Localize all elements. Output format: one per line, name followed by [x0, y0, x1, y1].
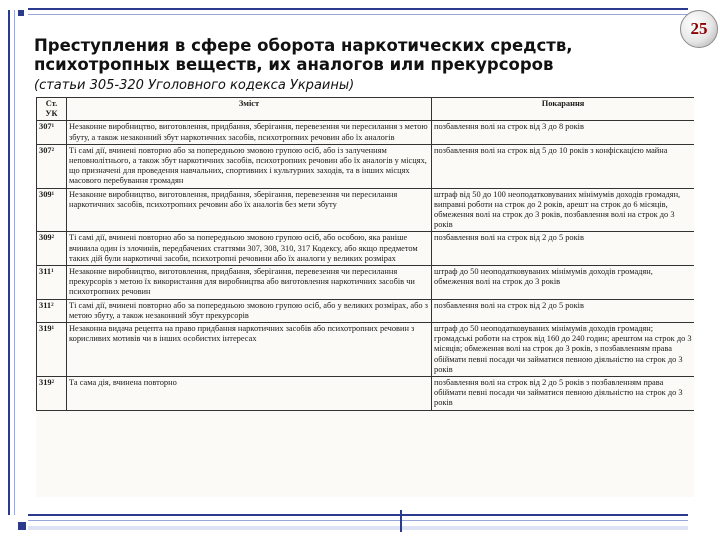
content-cell: Ті самі дії, вчинені повторно або за попередньою змовою групою осіб, або із залученням неповнолітнього, а також збут наркотичних засобів, психотропних речовин або їх аналогів у місцях, що призначені для проведення навчальних, спортивних і культурних заходів, та в інших місцях масового перебування громадян: [67, 144, 432, 188]
header-article: Ст. УК: [37, 98, 67, 121]
bottom-frame-line: [28, 514, 688, 516]
content-cell: Ті самі дії, вчинені повторно або за попередньою змовою групою осіб, або у великих розмірах, або з метою збуту, а також незаконний збут прекурсорів: [67, 299, 432, 322]
penalty-cell: штраф до 50 неоподатковуваних мінімумів доходів громадян, обмеження волі на строк до 3 років: [432, 266, 695, 300]
article-cell: 319¹: [37, 323, 67, 377]
header-penalty: Покарання: [432, 98, 695, 121]
table-row: [37, 323, 695, 377]
penalty-cell: позбавлення волі на строк від 2 до 5 років: [432, 232, 695, 266]
corner-square: [18, 10, 24, 16]
penalty-cell: позбавлення волі на строк від 5 до 10 років з конфіскацією майна: [432, 144, 695, 188]
penalty-cell: штраф від 50 до 100 неоподатковуваних мінімумів доходів громадян, виправні роботи на строк до 2 років, арешт на строк до 6 місяців, обмеження волі на строк до 3 років, позбавлення волі на строк до 3 років: [432, 188, 695, 232]
content-cell: Ті самі дії, вчинені повторно або за попередньою змовою групою осіб, або особою, яка раніше вчинила один із злочинів, передбачених статтями 307, 308, 310, 317 Кодексу, або якщо предметом таких дій були наркотичні засоби, психотропні речовини або їх аналоги у великих розмірах: [67, 232, 432, 266]
penalty-cell: позбавлення волі на строк від 2 до 5 років з позбавленням права обіймати певні посади чи займатися певною діяльністю на строк до 3 років: [432, 377, 695, 411]
content-cell: Незаконне виробництво, виготовлення, придбання, зберігання, перевезення чи пересилання з метою збуту, а також незаконний збут наркотичних засобів, психотропних речовин або їх аналогів: [67, 121, 432, 144]
penalties-table: [36, 97, 694, 411]
article-cell: 309²: [37, 232, 67, 266]
left-frame-decoration: [0, 0, 24, 540]
article-cell: 319²: [37, 377, 67, 411]
article-cell: 311¹: [37, 266, 67, 300]
content-cell: Незаконне виробництво, виготовлення, придбання, зберігання, перевезення чи пересилання прекурсорів з метою їх використання для виробництва або виготовлення наркотичних засобів чи психотропних речовин: [67, 266, 432, 300]
table-row: [37, 188, 695, 232]
penalty-cell: штраф до 50 неоподатковуваних мінімумів доходів громадян; громадські роботи на строк від 160 до 240 годин; арештом на строк до 3 місяців; обмеження волі на строк до 3 років, з позбавленням права обіймати певні посади чи займатися певною діяльністю на строк до 3 років: [432, 323, 695, 377]
table-row: [37, 299, 695, 322]
scanned-table-area: [36, 97, 694, 497]
bottom-frame-line-thin: [28, 520, 688, 521]
table-row: [37, 144, 695, 188]
penalty-cell: позбавлення волі на строк від 3 до 8 років: [432, 121, 695, 144]
top-frame-decoration: [0, 0, 720, 20]
content-cell: Незаконна видача рецепта на право придбання наркотичних засобів або психотропних речовин з корисливих мотивів чи в інших особистих інтересах: [67, 323, 432, 377]
article-cell: 307²: [37, 144, 67, 188]
slide-title: Преступления в сфере оборота наркотических средств, психотропных веществ, их аналогов или прекурсоров: [34, 36, 573, 74]
content-cell: Та сама дія, вчинена повторно: [67, 377, 432, 411]
page-number-badge: 25: [680, 10, 718, 48]
top-frame-line-thin: [28, 14, 688, 15]
table-row: [37, 377, 695, 411]
bottom-frame-band: [28, 526, 688, 530]
content-cell: Незаконне виробництво, виготовлення, придбання, зберігання, перевезення чи пересилання наркотичних засобів, психотропних речовин або їх аналогів без мети збуту: [67, 188, 432, 232]
table-row: [37, 232, 695, 266]
article-cell: 309¹: [37, 188, 67, 232]
penalty-cell: позбавлення волі на строк від 2 до 5 років: [432, 299, 695, 322]
top-frame-line: [28, 8, 688, 10]
article-cell: 311²: [37, 299, 67, 322]
bottom-corner-square: [18, 522, 26, 530]
header-content: Зміст: [67, 98, 432, 121]
table-row: [37, 121, 695, 144]
bottom-frame-decoration: [0, 500, 720, 540]
left-frame-line-thin: [14, 10, 15, 515]
slide-subtitle: (статьи 305-320 Уголовного кодекса Украины): [34, 78, 355, 93]
left-frame-line: [8, 10, 10, 515]
table-row: [37, 266, 695, 300]
bottom-frame-tick: [400, 510, 402, 532]
table-header-row: [37, 98, 695, 121]
article-cell: 307¹: [37, 121, 67, 144]
